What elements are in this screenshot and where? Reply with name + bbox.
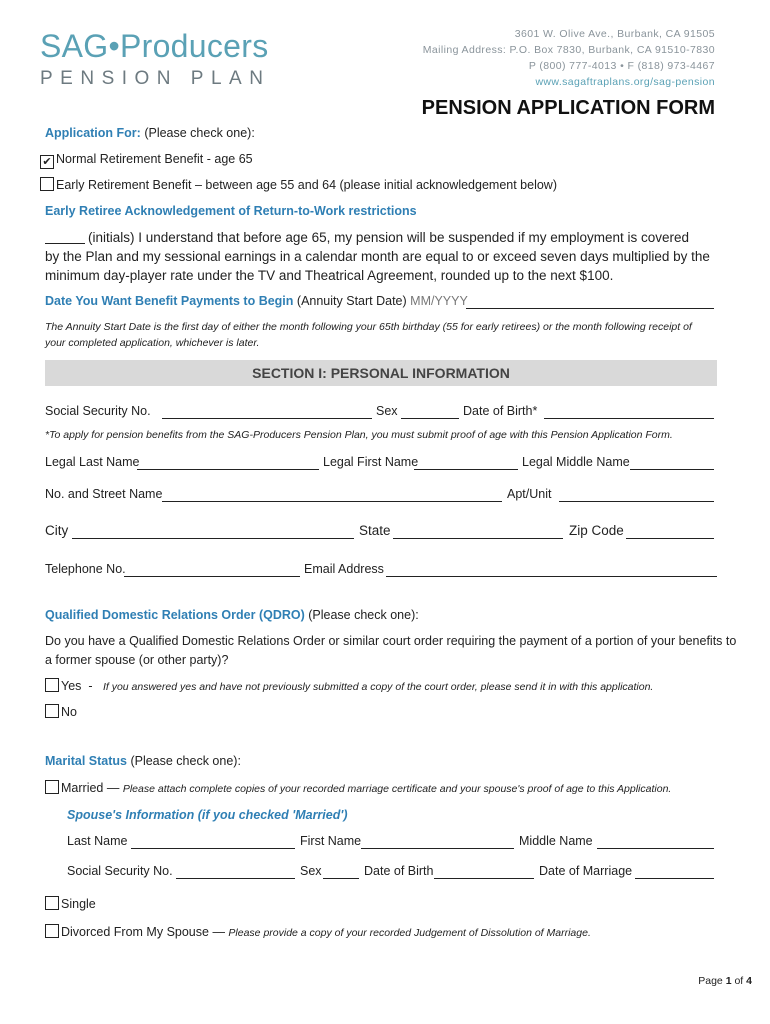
option-normal-label: Normal Retirement Benefit - age 65: [56, 152, 253, 166]
sex-label: Sex: [376, 404, 398, 418]
qdro-question-2: a former spouse (or other party)?: [45, 653, 229, 667]
spouse-middle-name-field[interactable]: [597, 848, 714, 849]
page-title: PENSION APPLICATION FORM: [421, 97, 715, 119]
start-date-field[interactable]: [466, 308, 714, 309]
early-retiree-heading: Early Retiree Acknowledgement of Return-to-Work restrictions: [45, 204, 417, 218]
zip-field[interactable]: [626, 538, 714, 539]
start-date-label: Date You Want Benefit Payments to Begin: [45, 294, 294, 308]
page-number: Page 1 of 4: [698, 975, 752, 987]
qdro-no-option[interactable]: [45, 704, 77, 719]
marital-hint: (Please check one):: [130, 754, 241, 768]
email-field[interactable]: [386, 576, 717, 577]
state-label: State: [359, 523, 391, 538]
divorced-note: Please provide a copy of your recorded Judgement of Dissolution of Marriage.: [228, 927, 591, 939]
dob-field[interactable]: [544, 418, 714, 419]
last-name-field[interactable]: [137, 469, 319, 470]
application-for-row: [45, 126, 255, 140]
telephone-label: Telephone No.: [45, 562, 126, 576]
spouse-last-name-label: Last Name: [67, 834, 128, 848]
qdro-heading-row: [45, 608, 419, 622]
email-label: Email Address: [304, 562, 384, 576]
address-mailing: Mailing Address: P.O. Box 7830, Burbank, CA 91510-7830: [422, 44, 715, 56]
first-name-field[interactable]: [414, 469, 518, 470]
section-title: SECTION I: PERSONAL INFORMATION: [252, 365, 510, 381]
divorced-option[interactable]: Divorced From My Spouse — Please provide a copy of your recorded Judgement of Dissolution of Marriage.: [45, 924, 591, 939]
dob-label: Date of Birth*: [463, 404, 538, 418]
married-option[interactable]: Married — Please attach complete copies of your recorded marriage certificate and your spouse's proof of age to this Application.: [45, 780, 671, 795]
spouse-first-name-field[interactable]: [361, 848, 514, 849]
checkbox-divorced[interactable]: [45, 924, 59, 938]
zip-label: Zip Code: [569, 523, 624, 538]
apt-field[interactable]: [559, 501, 714, 502]
spouse-dom-label: Date of Marriage: [539, 864, 633, 878]
checkbox-qdro-yes[interactable]: [45, 678, 59, 692]
start-date-row: [45, 294, 468, 308]
address-street: 3601 W. Olive Ave., Burbank, CA 91505: [514, 28, 715, 40]
marital-heading: Marital Status: [45, 754, 127, 768]
spouse-dob-field[interactable]: [434, 878, 534, 879]
section-header: [45, 360, 717, 386]
proof-of-age-note: *To apply for pension benefits from the SAG-Producers Pension Plan, you must submit proof of age with this Pension Application Form.: [45, 429, 673, 441]
divorced-label: Divorced From My Spouse: [61, 925, 209, 939]
ssn-field[interactable]: [162, 418, 372, 419]
early-retiree-text-2: by the Plan and my sessional earnings in a calendar month are equal to or exceed seven days multiplied by the: [45, 249, 710, 264]
apt-label: Apt/Unit: [507, 487, 552, 501]
early-retiree-text-3: minimum day-player rate under the TV and Theatrical Agreement, rounded up to the next $100.: [45, 268, 614, 283]
spouse-first-name-label: First Name: [300, 834, 362, 848]
checkbox-married[interactable]: [45, 780, 59, 794]
start-date-hint: (Annuity Start Date): [296, 294, 407, 308]
spouse-middle-name-label: Middle Name: [519, 834, 593, 848]
telephone-field[interactable]: [124, 576, 300, 577]
qdro-yes-option[interactable]: Yes - If you answered yes and have not previously submitted a copy of the court order, please send it in with this application.: [45, 678, 653, 693]
application-for-label: Application For:: [45, 126, 141, 140]
spouse-info-heading: Spouse's Information (if you checked 'Married'): [67, 808, 348, 822]
qdro-heading: Qualified Domestic Relations Order (QDRO): [45, 608, 305, 622]
start-date-placeholder: MM/YYYY: [410, 294, 468, 308]
start-date-note-1: The Annuity Start Date is the first day of either the month following your 65th birthday (55 for early retirees) or the month following receipt of: [45, 321, 692, 333]
qdro-no-label: No: [61, 705, 77, 719]
spouse-dom-field[interactable]: [635, 878, 714, 879]
city-label: City: [45, 523, 69, 538]
spouse-ssn-label: Social Security No.: [67, 864, 173, 878]
option-early-retirement[interactable]: [40, 177, 557, 192]
street-field[interactable]: [162, 501, 502, 502]
last-name-label: Legal Last Name: [45, 455, 140, 469]
option-normal-retirement[interactable]: [40, 152, 253, 169]
spouse-sex-field[interactable]: [323, 878, 359, 879]
city-field[interactable]: [72, 538, 354, 539]
qdro-question-1: Do you have a Qualified Domestic Relations Order or similar court order requiring the payment of a portion of your benefits to: [45, 634, 737, 648]
street-label: No. and Street Name: [45, 487, 163, 501]
logo-subtitle: PENSION PLAN: [40, 68, 271, 89]
checkbox-early-retirement[interactable]: [40, 177, 54, 191]
ssn-label: Social Security No.: [45, 404, 151, 418]
middle-name-field[interactable]: [630, 469, 714, 470]
spouse-ssn-field[interactable]: [176, 878, 295, 879]
spouse-dob-label: Date of Birth: [364, 864, 434, 878]
middle-name-label: Legal Middle Name: [522, 455, 630, 469]
checkbox-single[interactable]: [45, 896, 59, 910]
sex-field[interactable]: [401, 418, 459, 419]
qdro-yes-label: Yes: [61, 679, 82, 693]
first-name-label: Legal First Name: [323, 455, 419, 469]
single-label: Single: [61, 897, 96, 911]
early-retiree-text-1: (initials) I understand that before age 65, my pension will be suspended if my employment is covered: [88, 230, 690, 245]
qdro-yes-note: If you answered yes and have not previously submitted a copy of the court order, please send it in with this application.: [102, 681, 654, 693]
state-field[interactable]: [393, 538, 563, 539]
initials-field[interactable]: [45, 243, 85, 244]
start-date-note-2: your completed application, whichever is later.: [45, 337, 260, 349]
qdro-hint: (Please check one):: [308, 608, 419, 622]
checkbox-qdro-no[interactable]: [45, 704, 59, 718]
option-early-label: Early Retirement Benefit – between age 55 and 64 (please initial acknowledgement below): [56, 178, 557, 192]
spouse-sex-label: Sex: [300, 864, 322, 878]
single-option[interactable]: [45, 896, 96, 911]
spouse-last-name-field[interactable]: [131, 848, 295, 849]
marital-heading-row: [45, 754, 241, 768]
application-for-hint: (Please check one):: [144, 126, 255, 140]
website-link[interactable]: www.sagaftraplans.org/sag-pension: [535, 76, 715, 88]
contact-phone: P (800) 777-4013 • F (818) 973-4467: [528, 60, 715, 72]
married-note: Please attach complete copies of your recorded marriage certificate and your spouse's proof of age to this Application.: [122, 783, 672, 795]
checkbox-normal-retirement[interactable]: ✔: [40, 155, 54, 169]
married-label: Married: [61, 781, 104, 795]
logo-title: SAG•Producers: [40, 28, 269, 64]
